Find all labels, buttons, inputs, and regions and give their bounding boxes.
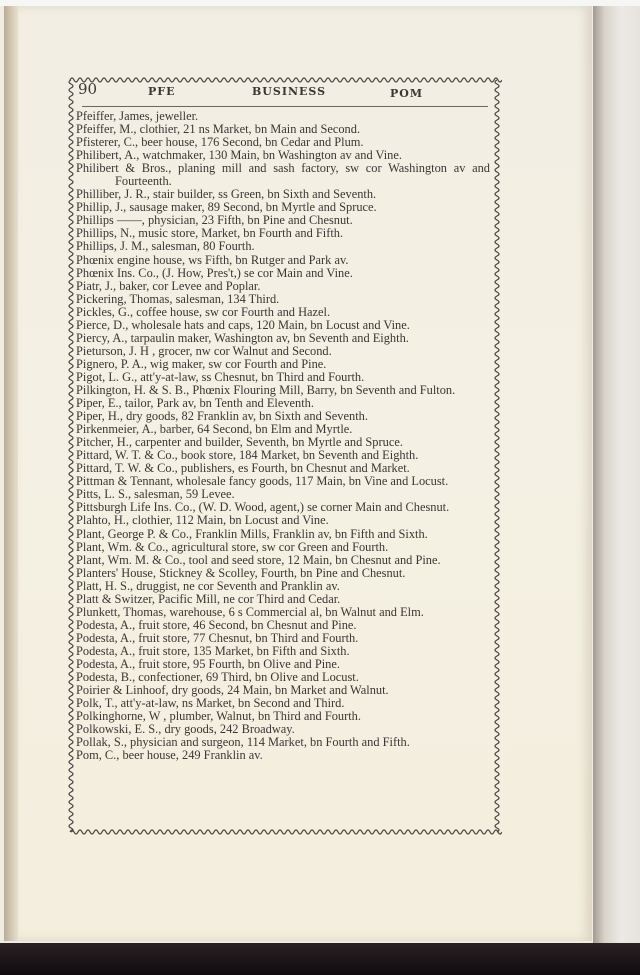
directory-entry: Planters' House, Stickney & Scolley, Fourth, bn Pine and Chesnut.	[76, 565, 406, 580]
book-spine-edge	[4, 6, 18, 941]
directory-entry: Pittard, W. T. & Co., book store, 184 Market, bn Seventh and Eighth.	[76, 448, 419, 463]
directory-entry: Pilkington, H. & S. B., Phœnix Flouring Mill, Barry, bn Seventh and Fulton.	[76, 382, 456, 397]
directory-entry: Pittman & Tennant, wholesale fancy goods, 117 Main, bn Vine and Locust.	[76, 474, 449, 489]
header-right-guide-word: POM	[390, 87, 424, 100]
header-rule	[82, 106, 488, 107]
directory-entry: Phillips, J. M., salesman, 80 Fourth.	[76, 239, 255, 254]
directory-entry: Phillips ——, physician, 23 Fifth, bn Pine and Chesnut.	[76, 213, 353, 228]
header-section-title: BUSINESS	[252, 85, 327, 98]
directory-entry: Plahto, H., clothier, 112 Main, bn Locust and Vine.	[76, 513, 329, 528]
directory-entry: Pollak, S., physician and surgeon, 114 Market, bn Fourth and Fifth.	[76, 735, 410, 750]
directory-entry: Pigot, L. G., att'y-at-law, ss Chesnut, bn Third and Fourth.	[76, 369, 365, 384]
border-bottom	[70, 830, 502, 834]
directory-entry: Podesta, B., confectioner, 69 Third, bn Olive and Locust.	[76, 670, 359, 685]
directory-entry: Pirkenmeier, A., barber, 64 Second, bn Elm and Myrtle.	[76, 422, 353, 437]
directory-entry: Plant, George P. & Co., Franklin Mills, Franklin av, bn Fifth and Sixth.	[76, 526, 428, 541]
scan-backdrop	[0, 943, 640, 975]
directory-entry: Philibert & Bros., planing mill and sash factory, sw cor Washington av and Fourteenth.	[76, 161, 490, 189]
directory-entry: Phœnix engine house, ws Fifth, bn Rutger and Park av.	[76, 252, 349, 267]
directory-entry: Plunkett, Thomas, warehouse, 6 s Commercial al, bn Walnut and Elm.	[76, 604, 424, 619]
directory-entry: Plant, Wm. & Co., agricultural store, sw cor Green and Fourth.	[76, 539, 389, 554]
directory-entry: Phœnix Ins. Co., (J. How, Pres't,) se cor Main and Vine.	[76, 265, 353, 280]
directory-entry: Piper, E., tailor, Park av, bn Tenth and Eleventh.	[76, 396, 314, 411]
adjacent-page-edge	[593, 6, 640, 943]
directory-entry: Podesta, A., fruit store, 135 Market, bn Fifth and Sixth.	[76, 643, 350, 658]
border-right	[495, 80, 499, 832]
directory-entry: Pieturson, J. H , grocer, nw cor Walnut and Second.	[76, 343, 332, 358]
directory-entry: Plant, Wm. M. & Co., tool and seed store, 12 Main, bn Chesnut and Pine.	[76, 552, 441, 567]
directory-entry: Pfisterer, C., beer house, 176 Second, bn Cedar and Plum.	[76, 135, 364, 150]
directory-entry: Pittard, T. W. & Co., publishers, es Fourth, bn Chesnut and Market.	[76, 461, 410, 476]
border-left	[69, 80, 73, 832]
page-number: 90	[78, 80, 98, 98]
directory-entry: Pfeiffer, M., clothier, 21 ns Market, bn Main and Second.	[76, 122, 361, 137]
directory-entry: Philliber, J. R., stair builder, ss Green, bn Sixth and Seventh.	[76, 187, 377, 202]
directory-listing	[76, 110, 490, 762]
directory-entry: Platt, H. S., druggist, ne cor Seventh and Pranklin av.	[76, 578, 340, 593]
header-left-guide-word: PFE	[148, 85, 176, 98]
directory-entry: Poirier & Linhoof, dry goods, 24 Main, bn Market and Walnut.	[76, 683, 389, 698]
directory-entry: Platt & Switzer, Pacific Mill, ne cor Third and Cedar.	[76, 591, 341, 606]
directory-entry: Pittsburgh Life Ins. Co., (W. D. Wood, agent,) se corner Main and Chesnut.	[76, 500, 450, 515]
directory-entry: Pickles, G., coffee house, sw cor Fourth and Hazel.	[76, 304, 331, 319]
directory-entry: Polkowski, E. S., dry goods, 242 Broadway.	[76, 722, 295, 737]
running-header	[78, 80, 490, 100]
directory-entry: Pfeiffer, James, jeweller.	[76, 109, 199, 123]
directory-entry: Pignero, P. A., wig maker, sw cor Fourth and Pine.	[76, 356, 327, 371]
directory-entry: Podesta, A., fruit store, 46 Second, bn Chesnut and Pine.	[76, 617, 357, 632]
directory-entry: Phillip, J., sausage maker, 89 Second, bn Myrtle and Spruce.	[76, 200, 377, 215]
directory-entry: Podesta, A., fruit store, 77 Chesnut, bn Third and Fourth.	[76, 630, 359, 645]
directory-entry: Pickering, Thomas, salesman, 134 Third.	[76, 291, 280, 306]
directory-entry: Piatr, J., baker, cor Levee and Poplar.	[76, 278, 261, 293]
directory-entry: Polkinghorne, W , plumber, Walnut, bn Third and Fourth.	[76, 709, 361, 724]
directory-entry: Pitts, L. S., salesman, 59 Levee.	[76, 487, 235, 502]
directory-entry: Pitcher, H., carpenter and builder, Seventh, bn Myrtle and Spruce.	[76, 435, 403, 450]
directory-entry: Phillips, N., music store, Market, bn Fourth and Fifth.	[76, 226, 344, 241]
directory-entry: Polk, T., att'y-at-law, ns Market, bn Second and Third.	[76, 696, 345, 711]
directory-entry: Podesta, A., fruit store, 95 Fourth, bn Olive and Pine.	[76, 656, 340, 671]
directory-entry: Piercy, A., tarpaulin maker, Washington av, bn Seventh and Eighth.	[76, 330, 409, 345]
directory-entry: Philibert, A., watchmaker, 130 Main, bn Washington av and Vine.	[76, 148, 402, 163]
directory-entry: Piper, H., dry goods, 82 Franklin av, bn Sixth and Seventh.	[76, 409, 368, 424]
directory-entry: Pierce, D., wholesale hats and caps, 120 Main, bn Locust and Vine.	[76, 317, 410, 332]
directory-entry: Pom, C., beer house, 249 Franklin av.	[76, 748, 263, 763]
